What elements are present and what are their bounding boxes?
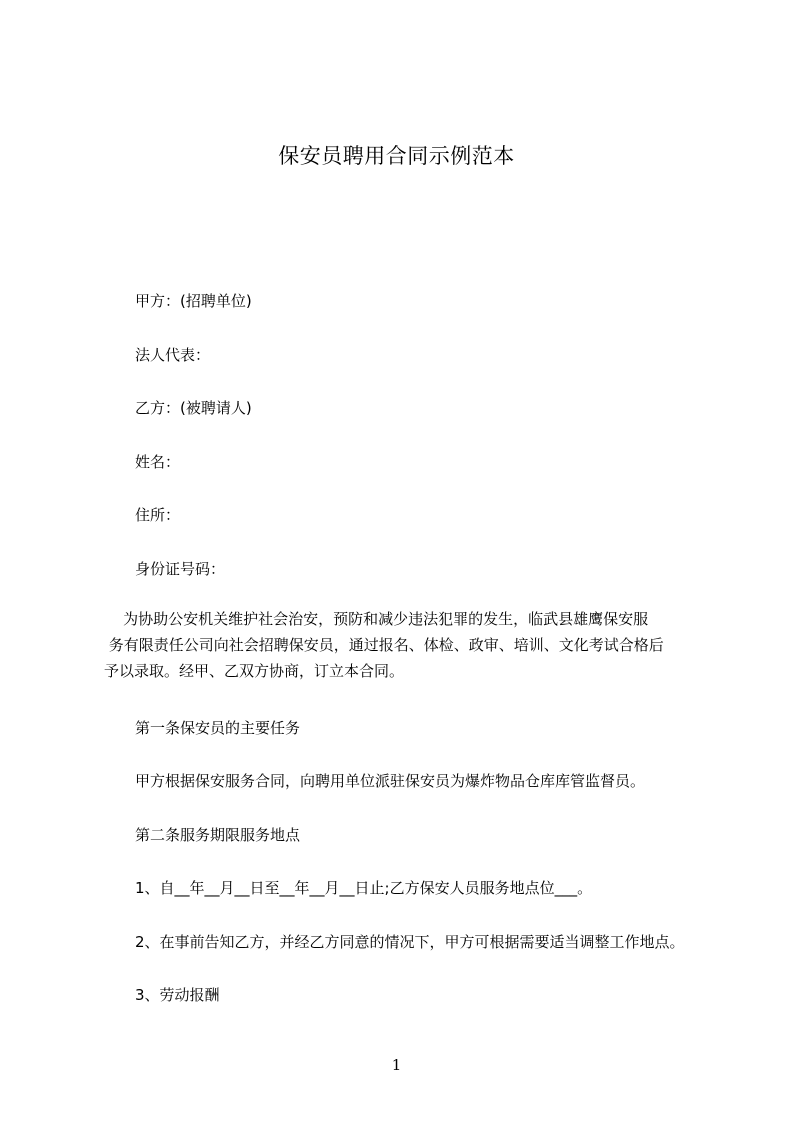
- name-line: 姓名：: [135, 453, 181, 471]
- article1-heading: 第一条保安员的主要任务: [135, 719, 301, 737]
- article2-heading: 第二条服务期限服务地点: [135, 826, 301, 844]
- party-a-line: 甲方：(招聘单位): [135, 292, 252, 310]
- intro-paragraph: [104, 606, 724, 684]
- article2-item1: 1、自__年__月__日至__年__月__日止;乙方保安人员服务地点位___。: [135, 879, 593, 897]
- intro-line: 务有限责任公司向社会招聘保安员，通过报名、体检、政审、培训、文化考试合格后: [104, 636, 664, 654]
- page-number: 1: [391, 1056, 402, 1074]
- party-b-line: 乙方：(被聘请人): [135, 399, 252, 417]
- article2-item2: 2、在事前告知乙方，并经乙方同意的情况下，甲方可根据需要适当调整工作地点。: [135, 933, 685, 951]
- address-line: 住所：: [135, 506, 181, 524]
- id-number-line: 身份证号码：: [135, 560, 226, 578]
- legal-rep-line: 法人代表：: [135, 346, 211, 364]
- intro-line: 予以录取。经甲、乙双方协商，订立本合同。: [104, 662, 405, 680]
- article2-item3: 3、劳动报酬: [135, 986, 220, 1004]
- intro-line: 为协助公安机关维护社会治安，预防和减少违法犯罪的发生，临武县雄鹰保安服: [104, 610, 649, 628]
- document-title: 保安员聘用合同示例范本: [278, 144, 515, 168]
- article1-body: 甲方根据保安服务合同，向聘用单位派驻保安员为爆炸物品仓库库管监督员。: [135, 772, 646, 790]
